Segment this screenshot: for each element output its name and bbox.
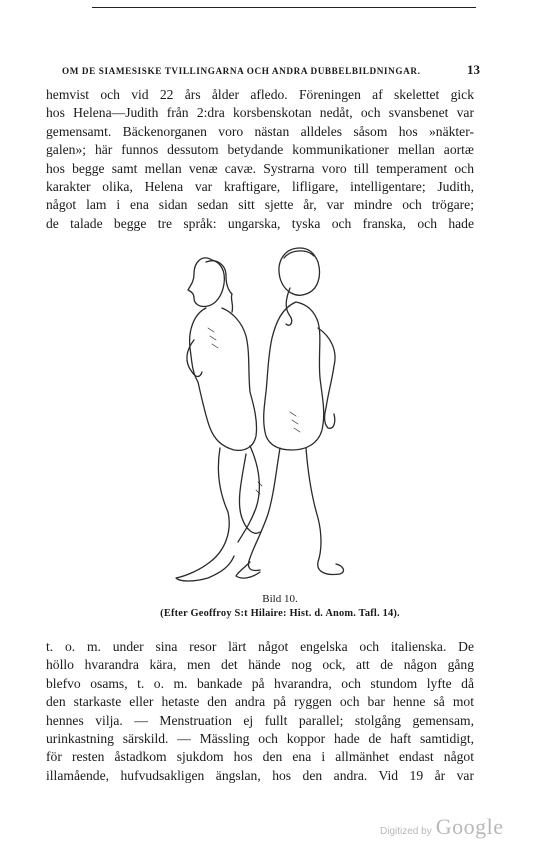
left-figure-leg-back [238,446,259,542]
left-figure-head [188,258,224,307]
text-line: blefvo osams, t. o. m. bankade på hvarandra, och stundom lyfte då [46,675,474,691]
right-figure-leg-right [306,448,343,575]
text-line: illamående, hufvudsakligen ängslan, hos den andra. Vid 19 år var [46,767,474,783]
text-line: hos begge samt mellan venæ cavæ. Systrarna voro till temperament och [46,160,474,176]
text-line: den starkaste eller hetaste den andra på ryggen och bar henne så mot [46,694,474,710]
right-figure-hair [284,251,314,325]
text-line: karakter olika, Helena var kraftigare, lifligare, intelligentare; Judith, [46,179,474,195]
digitized-watermark [380,814,503,840]
text-line: något lam i ena sidan sedan sitt sjette år, var mindre och trögare; [46,197,474,213]
paragraph-top [46,86,474,233]
left-figure-hair [206,261,233,312]
running-title: OM DE SIAMESISKE TVILLINGARNA OCH ANDRA DUBBELBILDNINGAR. [62,66,421,76]
paragraph-bottom [46,638,474,785]
left-figure-leg-front [176,448,234,581]
text-line: hos Helena—Judith från 2:dra korsbenskotan nedåt, och svansbenet var [46,105,474,121]
running-head [62,62,480,78]
text-line: urinkastning särskild. — Mässling och koppor hade de haft samtidigt, [46,731,474,747]
right-figure-body [264,302,324,450]
text-line: höllo hvarandra kära, men det hände nog ock, att de någon gång [46,657,474,673]
right-figure-leg-left [248,448,280,571]
figure-caption-source: (Efter Geoffroy S:t Hilaire: Hist. d. Anom. Tafl. 14). [160,608,400,619]
text-line: de talade begge tre språk: ungarska, tyska och franska, och hade [46,215,474,231]
text-line: för resten åstadkom sjukdom hos den ena i allmänhet endast något [46,749,474,765]
figure-illustration [150,232,400,592]
conjoined-twins-drawing [150,232,400,592]
text-line: galen»; här funnos dessutom betydande kommunikationer mellan aortæ [46,142,474,158]
left-figure-body [190,308,257,450]
text-line: hemvist och vid 22 års ålder afledo. Föreningen af skelettet gick [46,87,474,102]
page-number: 13 [467,62,480,77]
text-line: t. o. m. under sina resor lärt något engelska och italienska. De [46,639,474,654]
text-line: hennes vilja. — Menstruation ej fullt parallel; stolgång gemensam, [46,712,474,728]
top-rule [92,7,476,8]
text-line: gemensamt. Bäckenorganen voro nästan alldeles såsom hos »näkter- [46,123,474,139]
figure-caption-title: Bild 10. [262,593,298,605]
watermark-prefix: Digitized by [380,826,432,837]
watermark-brand: Google [435,814,504,839]
